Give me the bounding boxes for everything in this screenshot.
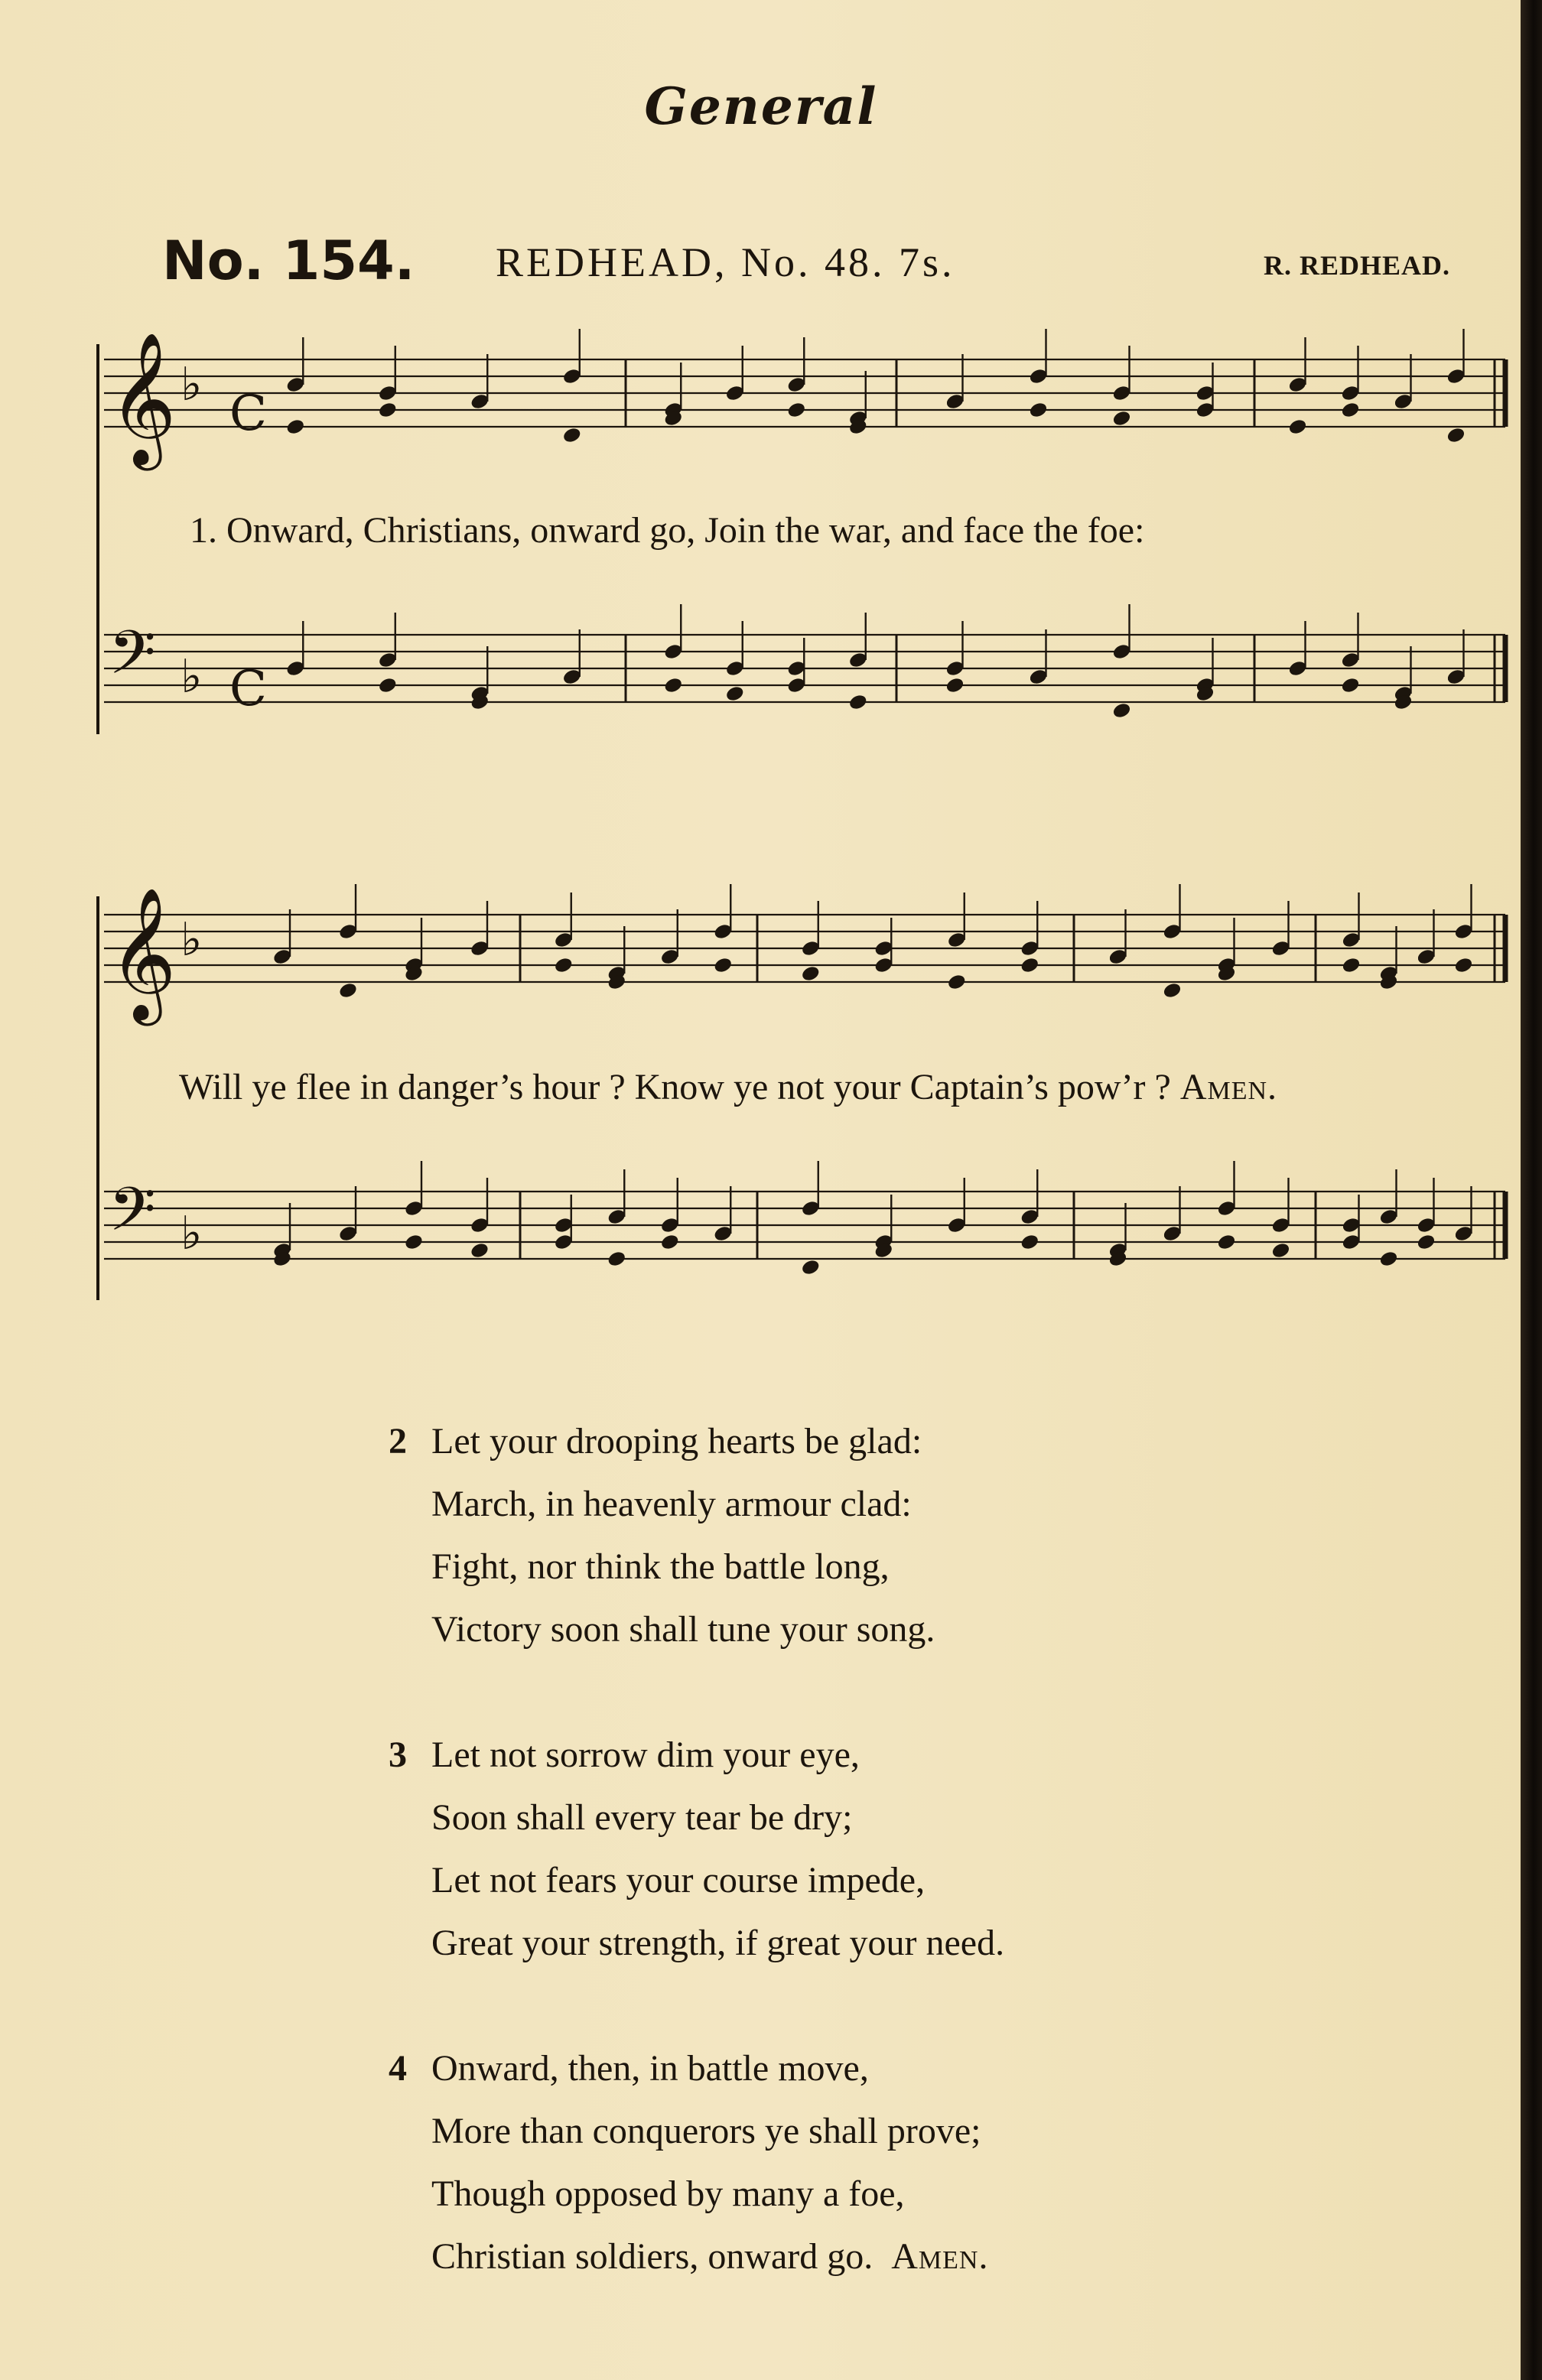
note-head bbox=[1453, 956, 1474, 974]
note-head bbox=[946, 973, 967, 991]
stanza-line bbox=[389, 1849, 1004, 1912]
tune-name: REDHEAD, No. 48. 7s. bbox=[496, 239, 955, 285]
stanza-text: Let not fears your course impede, bbox=[431, 1860, 926, 1900]
note-head bbox=[561, 426, 582, 444]
stanza-number: 2 bbox=[389, 1421, 407, 1461]
stanza-line bbox=[389, 2163, 988, 2226]
stanza-3 bbox=[389, 1724, 1004, 1975]
stanza-text: Fight, nor think the battle long, bbox=[431, 1546, 890, 1587]
stanza-text: Victory soon shall tune your song. bbox=[431, 1609, 935, 1650]
stanza-number: 4 bbox=[389, 2048, 407, 2089]
stanza-2 bbox=[389, 1410, 935, 1661]
note-head bbox=[1446, 426, 1466, 444]
time-signature-common-icon: C bbox=[229, 661, 267, 717]
stanza-number: 3 bbox=[389, 1735, 407, 1775]
note-head bbox=[1162, 981, 1183, 1000]
note-head bbox=[786, 401, 807, 419]
note-head bbox=[1270, 1241, 1291, 1260]
note-head bbox=[945, 676, 965, 694]
note-head bbox=[1287, 418, 1308, 436]
bass-clef-icon: 𝄢 bbox=[109, 1174, 156, 1260]
verse1-amen: Amen. bbox=[1179, 1067, 1278, 1107]
note-head bbox=[377, 401, 398, 419]
stanza-line bbox=[389, 1536, 935, 1598]
note-head bbox=[338, 981, 359, 1000]
note-head bbox=[1111, 409, 1132, 428]
stanza-line bbox=[389, 1598, 935, 1661]
stanza-text: Onward, then, in battle move, bbox=[431, 2048, 869, 2089]
treble-clef-icon: 𝄞 bbox=[109, 887, 177, 1020]
note-head bbox=[1378, 1250, 1399, 1268]
note-head bbox=[1020, 1233, 1040, 1251]
stanza-amen: Amen. bbox=[891, 2236, 989, 2277]
stanza-text: More than conquerors ye shall prove; bbox=[431, 2111, 981, 2151]
treble-clef-icon: 𝄞 bbox=[109, 332, 177, 465]
note-head bbox=[847, 693, 868, 711]
note-head bbox=[1111, 701, 1132, 720]
stanza-line bbox=[389, 2037, 988, 2100]
note-head bbox=[1216, 1233, 1237, 1251]
key-signature-flat-icon: ♭ bbox=[181, 912, 203, 967]
stanza-line bbox=[389, 1473, 935, 1536]
stanza-text: Christian soldiers, onward go. bbox=[431, 2236, 873, 2277]
verse1-lyric-line-2 bbox=[179, 1066, 1277, 1108]
note-head bbox=[713, 956, 734, 974]
key-signature-flat-icon: ♭ bbox=[181, 1206, 203, 1260]
note-head bbox=[1340, 676, 1361, 694]
note-head bbox=[377, 676, 398, 694]
note-head bbox=[285, 418, 306, 436]
note-head bbox=[1020, 956, 1040, 974]
section-title: General bbox=[644, 76, 878, 136]
note-head bbox=[1416, 1233, 1436, 1251]
stanza-line bbox=[389, 1410, 935, 1473]
note-head bbox=[659, 1233, 680, 1251]
stanza-text: Great your strength, if great your need. bbox=[431, 1923, 1005, 1963]
note-head bbox=[607, 1250, 627, 1268]
bass-clef-icon: 𝄢 bbox=[109, 617, 156, 703]
stanza-text: Let your drooping hearts be glad: bbox=[431, 1421, 922, 1461]
note-head bbox=[404, 1233, 425, 1251]
hymn-number: No. 154. bbox=[162, 229, 415, 292]
stanza-text: Soon shall every tear be dry; bbox=[431, 1797, 853, 1838]
stanza-text: March, in heavenly armour clad: bbox=[431, 1484, 912, 1524]
key-signature-flat-icon: ♭ bbox=[181, 357, 203, 411]
stanza-4 bbox=[389, 2037, 988, 2288]
note-head bbox=[553, 956, 574, 974]
key-signature-flat-icon: ♭ bbox=[181, 649, 203, 704]
note-head bbox=[800, 964, 821, 983]
note-head bbox=[1340, 401, 1361, 419]
stanza-text: Let not sorrow dim your eye, bbox=[431, 1735, 860, 1775]
stanza-line bbox=[389, 1724, 1004, 1787]
stanza-line bbox=[389, 1912, 1004, 1975]
stanza-line bbox=[389, 2226, 988, 2288]
note-head bbox=[800, 1258, 821, 1276]
note-head bbox=[663, 676, 684, 694]
stanza-text: Though opposed by many a foe, bbox=[431, 2174, 905, 2214]
stanza-line bbox=[389, 1787, 1004, 1849]
composer-name: R. REDHEAD. bbox=[1264, 250, 1451, 281]
verse1-lyric-line-2-text: Will ye flee in danger’s hour ? Know ye not your Captain’s pow’r ? bbox=[179, 1067, 1171, 1107]
note-head bbox=[1028, 401, 1049, 419]
stanza-line bbox=[389, 2100, 988, 2163]
verse1-lyric-line-1: 1. Onward, Christians, onward go, Join the war, and face the foe: bbox=[190, 510, 1145, 551]
time-signature-common-icon: C bbox=[229, 385, 267, 442]
note-head bbox=[1341, 956, 1361, 974]
note-head bbox=[470, 1241, 490, 1260]
note-head bbox=[724, 684, 745, 703]
